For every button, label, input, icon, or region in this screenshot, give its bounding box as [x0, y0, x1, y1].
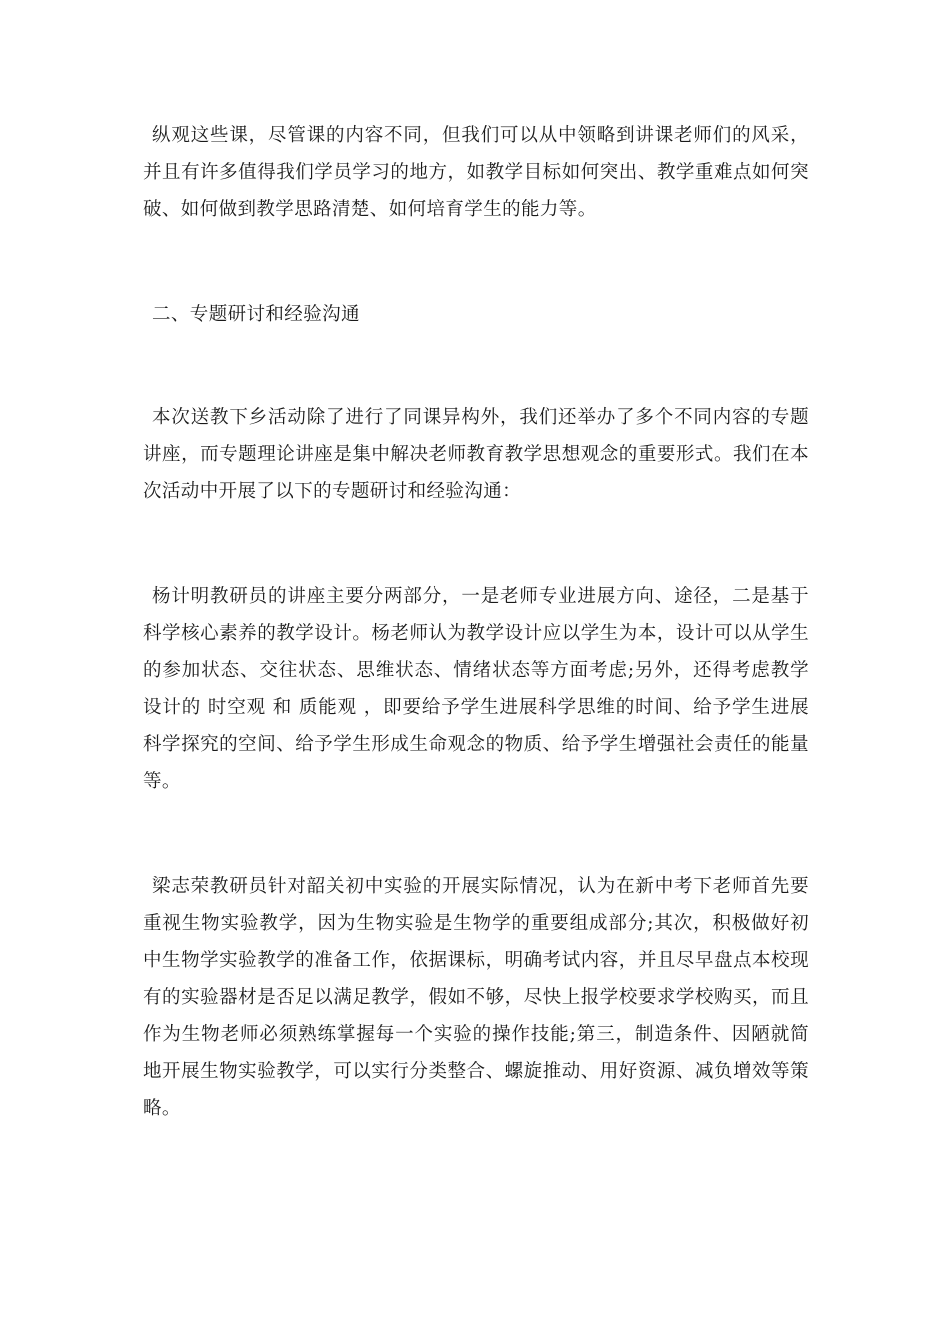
- paragraph-liang-lecture: 梁志荣教研员针对韶关初中实验的开展实际情况，认为在新中考下老师首先要重视生物实验教学，因为生物实验是生物学的重要组成部分;其次，积极做好初中生物学实验教学的准备工作，依据课标，明确考试内容，并且尽早盘点本校现有的实验器材是否足以满足教学，假如不够，尽快上报学校要求学校购买，而且作为生物老师必须熟练掌握每一个实验的操作技能;第三，制造条件、因陋就简地开展生物实验教学，可以实行分类整合、螺旋推动、用好资源、减负增效等策略。: [143, 876, 809, 1119]
- paragraph-observation: 纵观这些课，尽管课的内容不同，但我们可以从中领略到讲课老师们的风采，并且有许多值得我们学员学习的地方，如教学目标如何突出、教学重难点如何突破、如何做到教学思路清楚、如何培育学生的能力等。: [143, 125, 809, 220]
- paragraph-lectures-intro: 本次送教下乡活动除了进行了同课异构外，我们还举办了多个不同内容的专题讲座，而专题理论讲座是集中解决老师教育教学思想观念的重要形式。我们在本次活动中开展了以下的专题研讨和经验沟通：: [143, 407, 809, 502]
- paragraph-yang-lecture: 杨计明教研员的讲座主要分两部分，一是老师专业进展方向、途径，二是基于科学核心素养的教学设计。杨老师认为教学设计应以学生为本，设计可以从学生的参加状态、交往状态、思维状态、情绪状态等方面考虑;另外，还得考虑教学设计的 时空观 和 质能观 ，即要给予学生进展科学思维的时间、给予学生进展科学探究的空间、给予学生形成生命观念的物质、给予学生增强社会责任的能量等。: [143, 586, 809, 792]
- section-heading: 二、专题研讨和经验沟通: [152, 304, 360, 325]
